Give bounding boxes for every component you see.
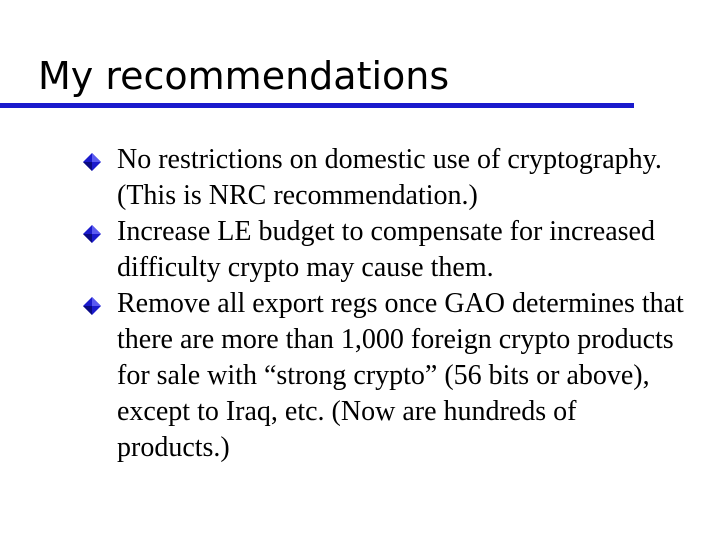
title-underline	[0, 103, 634, 108]
slide-title: My recommendations	[38, 54, 450, 98]
diamond-bullet-icon	[82, 296, 102, 316]
bullet-item	[80, 214, 700, 286]
bullet-text: Remove all export regs once GAO determines that there are more than 1,000 foreign crypto products for sale with “strong crypto” (56 bits or above), except to Iraq, etc. (Now are hundreds of products.)	[117, 288, 684, 463]
bullet-item	[80, 286, 700, 466]
diamond-bullet-icon	[82, 152, 102, 172]
bullet-text: Increase LE budget to compensate for increased difficulty crypto may cause them.	[117, 216, 655, 283]
bullet-item	[80, 142, 700, 214]
bullet-list	[80, 142, 700, 466]
diamond-bullet-icon	[82, 224, 102, 244]
bullet-text: No restrictions on domestic use of cryptography. (This is NRC recommendation.)	[117, 144, 662, 211]
